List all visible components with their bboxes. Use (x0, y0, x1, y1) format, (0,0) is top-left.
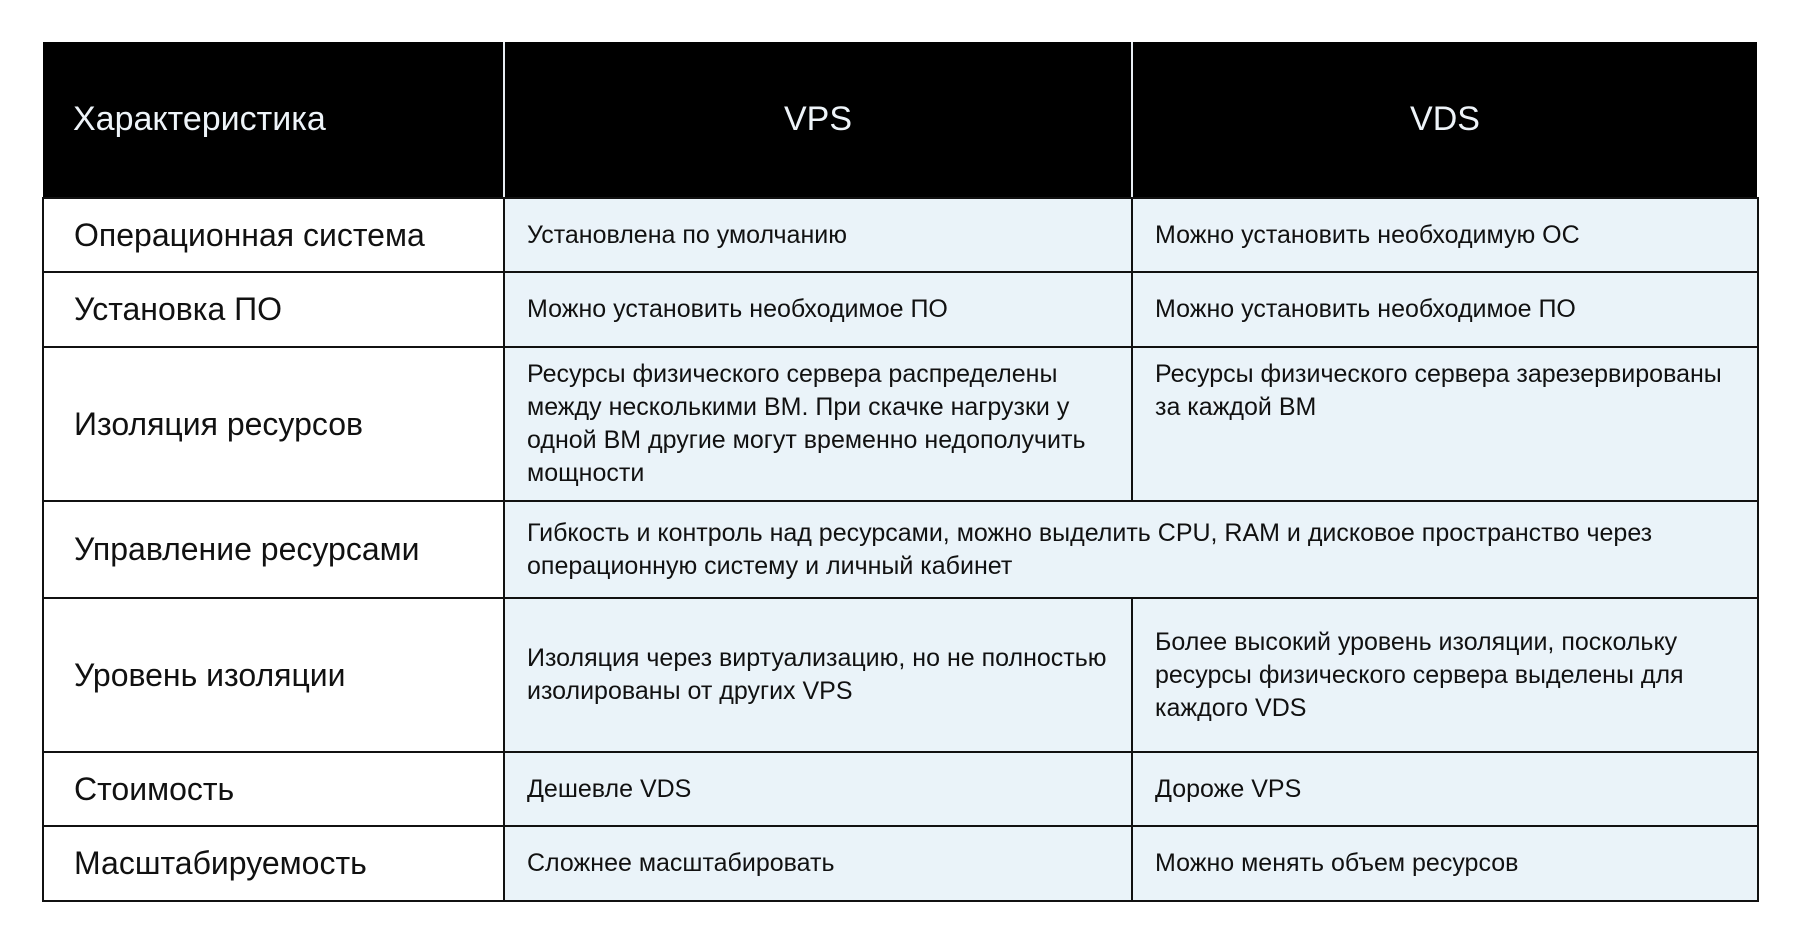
row-label: Масштабируемость (43, 826, 504, 901)
table-row (43, 598, 1758, 752)
table-row (43, 347, 1758, 501)
row-label: Уровень изоляции (43, 598, 504, 752)
table-row (43, 826, 1758, 901)
row-label: Установка ПО (43, 272, 504, 347)
vds-cell: Ресурсы физического сервера зарезервированы за каждой ВМ (1132, 347, 1758, 501)
row-label: Изоляция ресурсов (43, 347, 504, 501)
row-label: Стоимость (43, 752, 504, 826)
vds-cell: Более высокий уровень изоляции, поскольку ресурсы физического сервера выделены для каждого VDS (1132, 598, 1758, 752)
vps-cell: Сложнее масштабировать (504, 826, 1132, 901)
vds-cell: Можно установить необходимую ОС (1132, 198, 1758, 272)
vps-cell: Изоляция через виртуализацию, но не полностью изолированы от других VPS (504, 598, 1132, 752)
header-vps: VPS (504, 42, 1132, 198)
vps-cell: Дешевле VDS (504, 752, 1132, 826)
table-row (43, 752, 1758, 826)
vds-cell: Можно менять объем ресурсов (1132, 826, 1758, 901)
header-vds: VDS (1132, 42, 1758, 198)
vps-cell: Установлена по умолчанию (504, 198, 1132, 272)
vps-cell: Можно установить необходимое ПО (504, 272, 1132, 347)
row-label: Операционная система (43, 198, 504, 272)
vps-cell: Ресурсы физического сервера распределены между несколькими ВМ. При скачке нагрузки у одной ВМ другие могут временно недополучить мощности (504, 347, 1132, 501)
table-row (43, 198, 1758, 272)
header-row (43, 42, 1758, 198)
vds-cell: Можно установить необходимое ПО (1132, 272, 1758, 347)
table-row (43, 272, 1758, 347)
vds-cell: Дороже VPS (1132, 752, 1758, 826)
comparison-table (42, 42, 1759, 902)
row-label: Управление ресурсами (43, 501, 504, 598)
table-row (43, 501, 1758, 598)
merged-cell: Гибкость и контроль над ресурсами, можно выделить CPU, RAM и дисковое пространство через операционную систему и личный кабинет (504, 501, 1758, 598)
header-characteristic: Характеристика (43, 42, 504, 198)
